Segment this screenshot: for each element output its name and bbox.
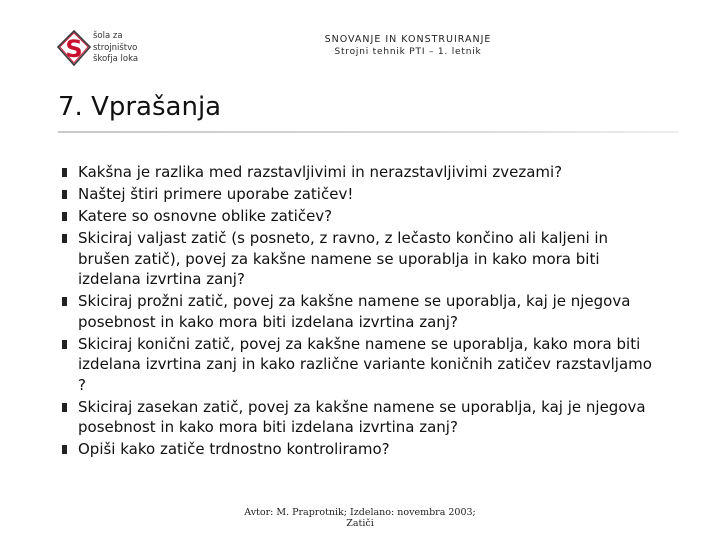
footer-author: Avtor: M. Praprotnik; Izdelano: novembra 2003; xyxy=(244,507,476,518)
list-item xyxy=(62,291,662,332)
title-divider xyxy=(58,131,678,133)
bullet-icon xyxy=(62,340,67,349)
school-logo-text xyxy=(93,31,138,66)
question-text: Naštej štiri primere uporabe zatičev! xyxy=(78,185,354,203)
question-text: Skiciraj prožni zatič, povej za kakšne namene se uporablja, kaj je njegova posebnost in kako mora biti izdelana izvrtina zanj? xyxy=(78,292,631,331)
list-item xyxy=(62,439,662,460)
list-item xyxy=(62,184,662,205)
slide-footer xyxy=(210,507,510,529)
bullet-icon xyxy=(62,190,67,199)
question-text: Opiši kako zatiče trdnostno kontroliramo? xyxy=(78,440,390,458)
footer-topic: Zatiči xyxy=(346,518,374,529)
school-logo-mark-icon xyxy=(57,30,91,68)
logo-line: strojništvo xyxy=(93,42,138,53)
bullet-icon xyxy=(62,212,67,221)
question-text: Kakšna je razlika med razstavljivimi in nerazstavljivimi zvezami? xyxy=(78,163,563,181)
list-item xyxy=(62,334,662,396)
list-item xyxy=(62,206,662,227)
logo-line: škofja loka xyxy=(93,54,139,64)
list-item xyxy=(62,228,662,290)
bullet-icon xyxy=(62,403,67,412)
course-title: SNOVANJE IN KONSTRUIRANJE xyxy=(324,34,492,45)
list-item xyxy=(62,397,662,438)
bullet-icon xyxy=(62,168,67,177)
school-logo xyxy=(57,30,149,68)
course-subtitle: Strojni tehnik PTI – 1. letnik xyxy=(334,47,482,57)
svg-text:S: S xyxy=(65,35,83,63)
question-text: Katere so osnovne oblike zatičev? xyxy=(78,207,333,225)
question-text: Skiciraj konični zatič, povej za kakšne namene se uporablja, kako mora biti izdelana izvrtina zanj in kako različne variante koničnih zatičev razstavljamo ? xyxy=(78,334,652,394)
question-text: Skiciraj zasekan zatič, povej za kakšne namene se uporablja, kaj je njegova posebnost in kako mora biti izdelana izvrtina zanj? xyxy=(78,397,646,436)
logo-line: šola za xyxy=(93,31,123,41)
list-item xyxy=(62,162,662,183)
bullet-icon xyxy=(62,445,67,454)
slide-title: 7. Vprašanja xyxy=(58,92,222,122)
question-text: Skiciraj valjast zatič (s posneto, z ravno, z lečasto končino ali kaljeni in brušen zatič), povej za kakšne namene se uporablja in kako mora biti izdelana izvrtina zanj? xyxy=(78,229,609,288)
question-list xyxy=(62,162,662,461)
slide-header xyxy=(300,33,516,59)
bullet-icon xyxy=(62,234,67,243)
bullet-icon xyxy=(62,297,67,306)
